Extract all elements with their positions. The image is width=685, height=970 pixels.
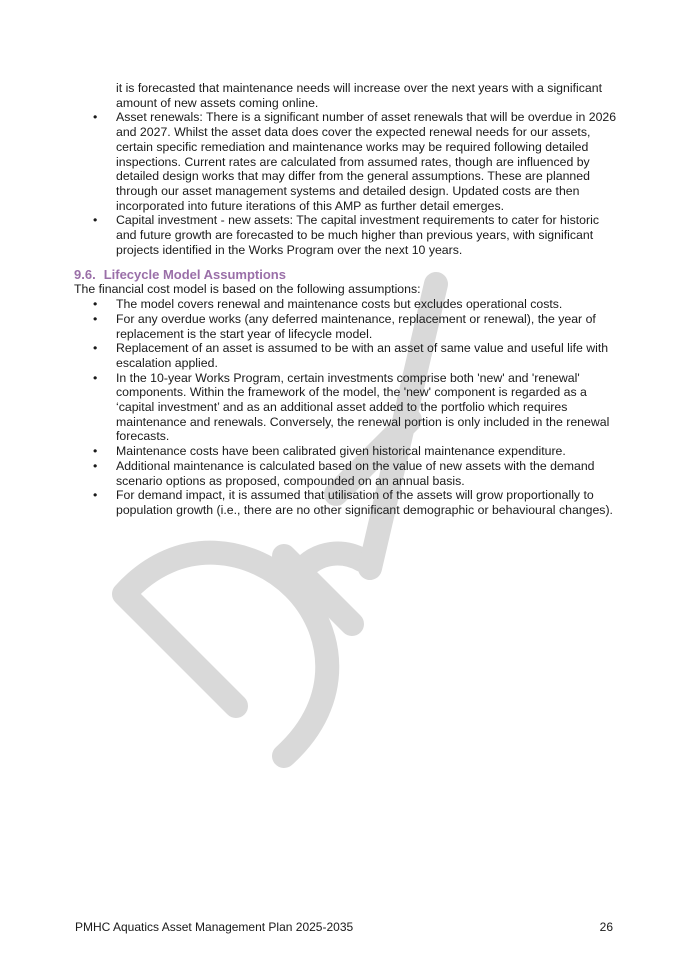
section-number: 9.6. [74, 267, 96, 283]
footer-title: PMHC Aquatics Asset Management Plan 2025-2035 [75, 920, 354, 934]
page-number: 26 [599, 920, 613, 934]
list-item-text: Capital investment - new assets: The capital investment requirements to cater for historic and future growth are forecasted to be much higher than previous years, with significant projects identified in the Works Program over the next 10 years. [116, 213, 599, 257]
section-title: Lifecycle Model Assumptions [103, 267, 286, 283]
bullet-marker: • [93, 488, 98, 503]
bullet-marker: • [93, 110, 98, 125]
body-content [74, 81, 619, 518]
list-item-text: Maintenance costs have been calibrated given historical maintenance expenditure. [116, 444, 566, 459]
bullet-marker: • [93, 370, 98, 385]
bullet-marker: • [93, 213, 98, 228]
watermark-letter-r [284, 554, 362, 624]
continued-paragraph: it is forecasted that maintenance needs will increase over the next years with a significant amount of new assets coming online. [116, 81, 602, 110]
list-item-text: Additional maintenance is calculated based on the value of new assets with the demand scenario options as proposed, compounded on an annual basis. [116, 458, 595, 488]
section-heading [74, 267, 619, 282]
assumptions-list [74, 297, 619, 518]
list-item-text: In the 10-year Works Program, certain investments comprise both 'new' and 'renewal' components. Within the framework of the model, the 'new' component is regarded as a ‘capital investment’ and as an additional asset added to the portfolio which requires maintenance and renewals. Conversely, the renewal portion is only included in the renewal forecasts. [116, 370, 610, 444]
list-item [74, 459, 619, 488]
list-item [74, 110, 619, 213]
top-bullet-list [74, 110, 619, 257]
list-item [74, 312, 619, 341]
watermark-letter-d [124, 553, 327, 756]
list-item [74, 213, 619, 257]
list-item-text: The model covers renewal and maintenance costs but excludes operational costs. [116, 297, 563, 312]
list-item-text: Asset renewals: There is a significant number of asset renewals that will be overdue in 2026 and 2027. Whilst the asset data does cover the expected renewal needs for our assets, certain specific remediation and maintenance works may be required following detailed inspections. Current rates are calculated from assumed rates, though are influenced by detailed design works that may differ from the general assumptions. These are planned through our asset management systems and detailed design. Updated costs are then incorporated into future iterations of this AMP as further detail emerges. [116, 110, 617, 213]
list-item-text: For demand impact, it is assumed that utilisation of the assets will grow proportionally to population growth (i.e., there are no other significant demographic or behavioural changes). [116, 488, 613, 517]
list-item [74, 371, 619, 445]
list-item [74, 488, 619, 517]
bullet-marker: • [93, 311, 98, 326]
bullet-marker: • [93, 458, 98, 473]
bullet-marker: • [93, 444, 98, 459]
bullet-marker: • [93, 341, 98, 356]
list-item-text: Replacement of an asset is assumed to be with an asset of same value and useful life with escalation applied. [116, 341, 609, 370]
bullet-marker: • [93, 297, 98, 312]
list-item-text: For any overdue works (any deferred maintenance, replacement or renewal), the year of replacement is the start year of lifecycle model. [116, 311, 596, 341]
list-item [74, 341, 619, 370]
list-item [74, 297, 619, 312]
list-item [74, 444, 619, 459]
section-intro: The financial cost model is based on the following assumptions: [74, 282, 421, 297]
